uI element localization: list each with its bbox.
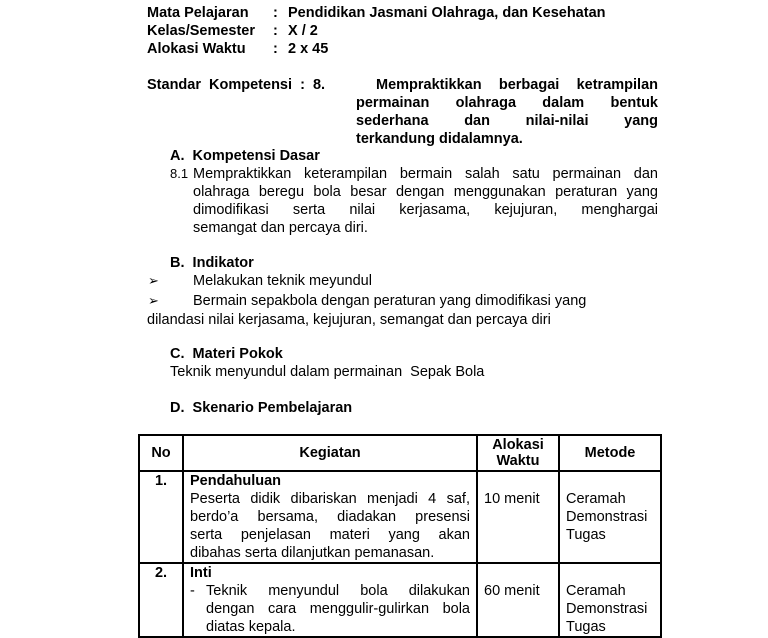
alokasi-cell: 60 menit — [477, 563, 559, 637]
indikator-item: Melakukan teknik meyundul — [193, 273, 372, 289]
materi-pokok-text: Teknik menyundul dalam permainan Sepak Bola — [170, 364, 485, 380]
header-metode: Metode — [559, 435, 661, 471]
section-c-title: C. Materi Pokok — [170, 346, 283, 362]
metode-cell — [559, 471, 661, 563]
kegiatan-line: diatas kepala. — [206, 619, 296, 635]
header-no: No — [139, 435, 183, 471]
kegiatan-line: berdo’a bersama, diadakan presensi — [190, 509, 470, 525]
kegiatan-title: Inti — [190, 565, 212, 581]
table-row — [139, 563, 661, 637]
indikator-item-continued: dilandasi nilai kerjasama, kejujuran, semangat dan percaya diri — [147, 312, 551, 328]
section-b-title: B. Indikator — [170, 255, 254, 271]
kegiatan-line: dibahas serta dilanjutkan pemanasan. — [190, 545, 435, 561]
kd-line: dimodifikasi serta nilai kerjasama, kejujuran, menghargai — [193, 202, 658, 218]
value-kelas-semester: X / 2 — [288, 23, 318, 39]
colon: : — [273, 41, 278, 57]
metode-item: Ceramah — [566, 491, 626, 507]
standar-kompetensi-label: Standar Kompetensi : 8. — [147, 77, 326, 93]
standar-kompetensi-line: sederhana dan nilai-nilai yang — [356, 113, 658, 129]
section-a-title: A. Kompetensi Dasar — [170, 148, 320, 164]
row-number: 2. — [139, 563, 183, 637]
kegiatan-cell — [183, 563, 477, 637]
metode-cell — [559, 563, 661, 637]
label-mata-pelajaran: Mata Pelajaran — [147, 5, 249, 21]
label-alokasi-waktu: Alokasi Waktu — [147, 41, 246, 57]
arrow-bullet-icon: ➢ — [148, 293, 159, 308]
arrow-bullet-icon: ➢ — [148, 273, 159, 288]
colon: : — [273, 5, 278, 21]
indikator-item: Bermain sepakbola dengan peraturan yang dimodifikasi yang — [193, 293, 587, 309]
standar-kompetensi-line: permainan olahraga dalam bentuk — [356, 95, 658, 111]
kegiatan-line: Peserta didik dibariskan menjadi 4 saf, — [190, 491, 470, 507]
row-number: 1. — [139, 471, 183, 563]
skenario-table — [138, 434, 662, 638]
kegiatan-cell — [183, 471, 477, 563]
metode-item: Tugas — [566, 527, 606, 543]
section-d-title: D. Skenario Pembelajaran — [170, 400, 353, 416]
table-header-row — [139, 435, 661, 471]
standar-kompetensi-line: terkandung didalamnya. — [356, 131, 523, 147]
header-alokasi-waktu: Alokasi Waktu — [477, 435, 559, 471]
kd-line: semangat dan percaya diri. — [193, 220, 368, 236]
metode-item: Demonstrasi — [566, 601, 648, 617]
kegiatan-line: serta penjelasan materi yang akan — [190, 527, 470, 543]
value-mata-pelajaran: Pendidikan Jasmani Olahraga, dan Kesehatan — [288, 5, 606, 21]
label-kelas-semester: Kelas/Semester — [147, 23, 256, 39]
header-kegiatan: Kegiatan — [183, 435, 477, 471]
table-row — [139, 471, 661, 563]
kegiatan-line: dengan cara menggulir-gulirkan bola — [206, 601, 470, 617]
kd-line: Mempraktikkan keterampilan bermain salah satu permainan dan — [193, 166, 658, 182]
cropped-text-fragment — [270, 0, 330, 2]
colon: : — [273, 23, 278, 39]
value-alokasi-waktu: 2 x 45 — [288, 41, 329, 57]
metode-item: Tugas — [566, 619, 606, 635]
standar-kompetensi-line: Mempraktikkan berbagai ketrampilan — [376, 77, 658, 93]
dash-bullet: - — [190, 583, 195, 599]
alokasi-cell: 10 menit — [477, 471, 559, 563]
kd-line: olahraga beregu bola besar dengan menggunakan peraturan yang — [193, 184, 658, 200]
metode-item: Demonstrasi — [566, 509, 648, 525]
kegiatan-dash-item — [190, 582, 470, 636]
kd-number: 8.1 — [170, 166, 189, 181]
kegiatan-title: Pendahuluan — [190, 473, 282, 489]
metode-item: Ceramah — [566, 583, 626, 599]
kegiatan-line: Teknik menyundul bola dilakukan — [206, 583, 470, 599]
